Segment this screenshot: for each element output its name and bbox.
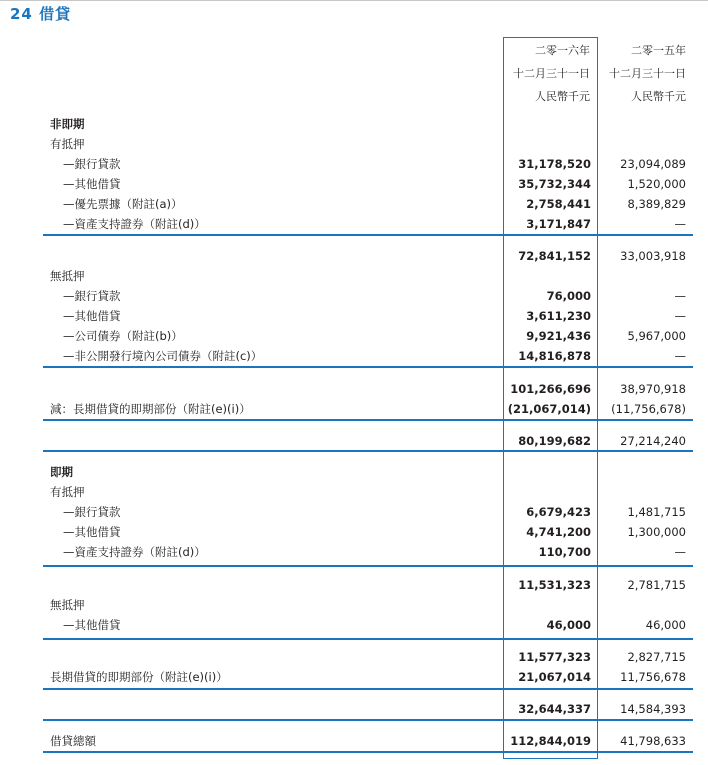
table-row (0, 522, 708, 542)
row-label: —其他借貸 (63, 525, 121, 539)
table-row (0, 214, 708, 234)
value-2015: 14,584,393 (620, 702, 686, 716)
value-2015: — (674, 289, 686, 303)
table-row (0, 731, 708, 751)
value-2015: 38,970,918 (620, 382, 686, 396)
value-2016: 46,000 (546, 618, 591, 632)
value-2015: — (674, 349, 686, 363)
header-2015-year: 二零一五年 (631, 44, 686, 57)
row-label: —資產支持證券（附註(d)） (63, 217, 206, 231)
header-2016-date: 十二月三十一日 (513, 67, 590, 80)
table-row (0, 482, 708, 502)
value-2016: 2,758,441 (526, 197, 591, 211)
subtotal-rule (43, 234, 693, 236)
value-2015: 1,300,000 (627, 525, 686, 539)
row-label: 減：長期借貸的即期部份（附註(e)(i)） (50, 402, 251, 416)
row-label: —公司債券（附註(b)） (63, 329, 183, 343)
value-2015: 8,389,829 (627, 197, 686, 211)
table-row (0, 326, 708, 346)
value-2016: 6,679,423 (526, 505, 591, 519)
table-row (0, 502, 708, 522)
table-row (0, 154, 708, 174)
row-label: —優先票據（附註(a)） (63, 197, 183, 211)
row-label: 長期借貸的即期部份（附註(e)(i)） (50, 670, 228, 684)
value-2016: 21,067,014 (518, 670, 591, 684)
row-label: —其他借貸 (63, 309, 121, 323)
table-row (0, 462, 708, 482)
value-2015: — (674, 309, 686, 323)
table-row (0, 134, 708, 154)
table-row (0, 246, 708, 266)
value-2016: 31,178,520 (518, 157, 591, 171)
table-row (0, 114, 708, 134)
value-2015: 23,094,089 (620, 157, 686, 171)
value-2016: 9,921,436 (526, 329, 591, 343)
value-2015: 27,214,240 (620, 434, 686, 448)
table-row (0, 346, 708, 366)
row-label: 無抵押 (50, 598, 85, 612)
value-2015: 5,967,000 (627, 329, 686, 343)
subtotal-rule (43, 366, 693, 368)
value-2016: 80,199,682 (518, 434, 591, 448)
subtotal-rule (43, 565, 693, 567)
row-label: —資產支持證券（附註(d)） (63, 545, 206, 559)
value-2015: 33,003,918 (620, 249, 686, 263)
value-2015: 2,781,715 (627, 578, 686, 592)
value-2016: 3,611,230 (526, 309, 591, 323)
value-2015: — (674, 217, 686, 231)
value-2016: 3,171,847 (526, 217, 591, 231)
table-row (0, 306, 708, 326)
value-2015: 46,000 (645, 618, 686, 632)
value-2015: 1,520,000 (627, 177, 686, 191)
top-rule (0, 0, 708, 1)
row-label: —銀行貸款 (63, 157, 121, 171)
header-2016 (480, 39, 590, 108)
row-label: 有抵押 (50, 137, 85, 151)
table-row (0, 699, 708, 719)
row-label: —銀行貸款 (63, 505, 121, 519)
subtotal-rule (43, 450, 693, 452)
subtotal-rule (43, 719, 693, 721)
subtotal-rule (43, 688, 693, 690)
table-row (0, 595, 708, 615)
header-2015-date: 十二月三十一日 (609, 67, 686, 80)
table-row (0, 379, 708, 399)
value-2016: 110,700 (538, 545, 591, 559)
row-label: 有抵押 (50, 485, 85, 499)
value-2016: 112,844,019 (510, 734, 591, 748)
table-row (0, 667, 708, 687)
table-row (0, 286, 708, 306)
value-2016: 11,577,323 (518, 650, 591, 664)
subtotal-rule (43, 419, 693, 421)
row-label: 即期 (50, 465, 73, 479)
header-2016-year: 二零一六年 (535, 44, 590, 57)
value-2016: 4,741,200 (526, 525, 591, 539)
value-2016: 76,000 (546, 289, 591, 303)
value-2015: (11,756,678) (611, 402, 686, 416)
header-2015 (576, 39, 686, 108)
value-2016: (21,067,014) (507, 402, 591, 416)
value-2015: 41,798,633 (620, 734, 686, 748)
table-row (0, 194, 708, 214)
row-label: —銀行貸款 (63, 289, 121, 303)
header-2015-unit: 人民幣千元 (631, 90, 686, 103)
table-row (0, 266, 708, 286)
value-2016: 11,531,323 (518, 578, 591, 592)
value-2015: 1,481,715 (627, 505, 686, 519)
header-2016-unit: 人民幣千元 (535, 90, 590, 103)
value-2015: 11,756,678 (620, 670, 686, 684)
subtotal-rule (43, 638, 693, 640)
total-rule (43, 751, 693, 753)
table-row (0, 575, 708, 595)
value-2016: 32,644,337 (518, 702, 591, 716)
value-2016: 72,841,152 (518, 249, 591, 263)
value-2015: — (674, 545, 686, 559)
value-2015: 2,827,715 (627, 650, 686, 664)
table-row (0, 431, 708, 451)
table-row (0, 647, 708, 667)
table-row (0, 399, 708, 419)
value-2016: 101,266,696 (510, 382, 591, 396)
row-label: 非即期 (50, 117, 85, 131)
row-label: —其他借貸 (63, 618, 121, 632)
value-2016: 35,732,344 (518, 177, 591, 191)
table-row (0, 174, 708, 194)
table-row (0, 615, 708, 635)
value-2016: 14,816,878 (518, 349, 591, 363)
table-row (0, 542, 708, 562)
row-label: 無抵押 (50, 269, 85, 283)
row-label: 借貸總額 (50, 734, 96, 748)
row-label: —其他借貸 (63, 177, 121, 191)
section-title: 24 借貸 (10, 5, 72, 23)
row-label: —非公開發行境內公司債券（附註(c)） (63, 349, 263, 363)
